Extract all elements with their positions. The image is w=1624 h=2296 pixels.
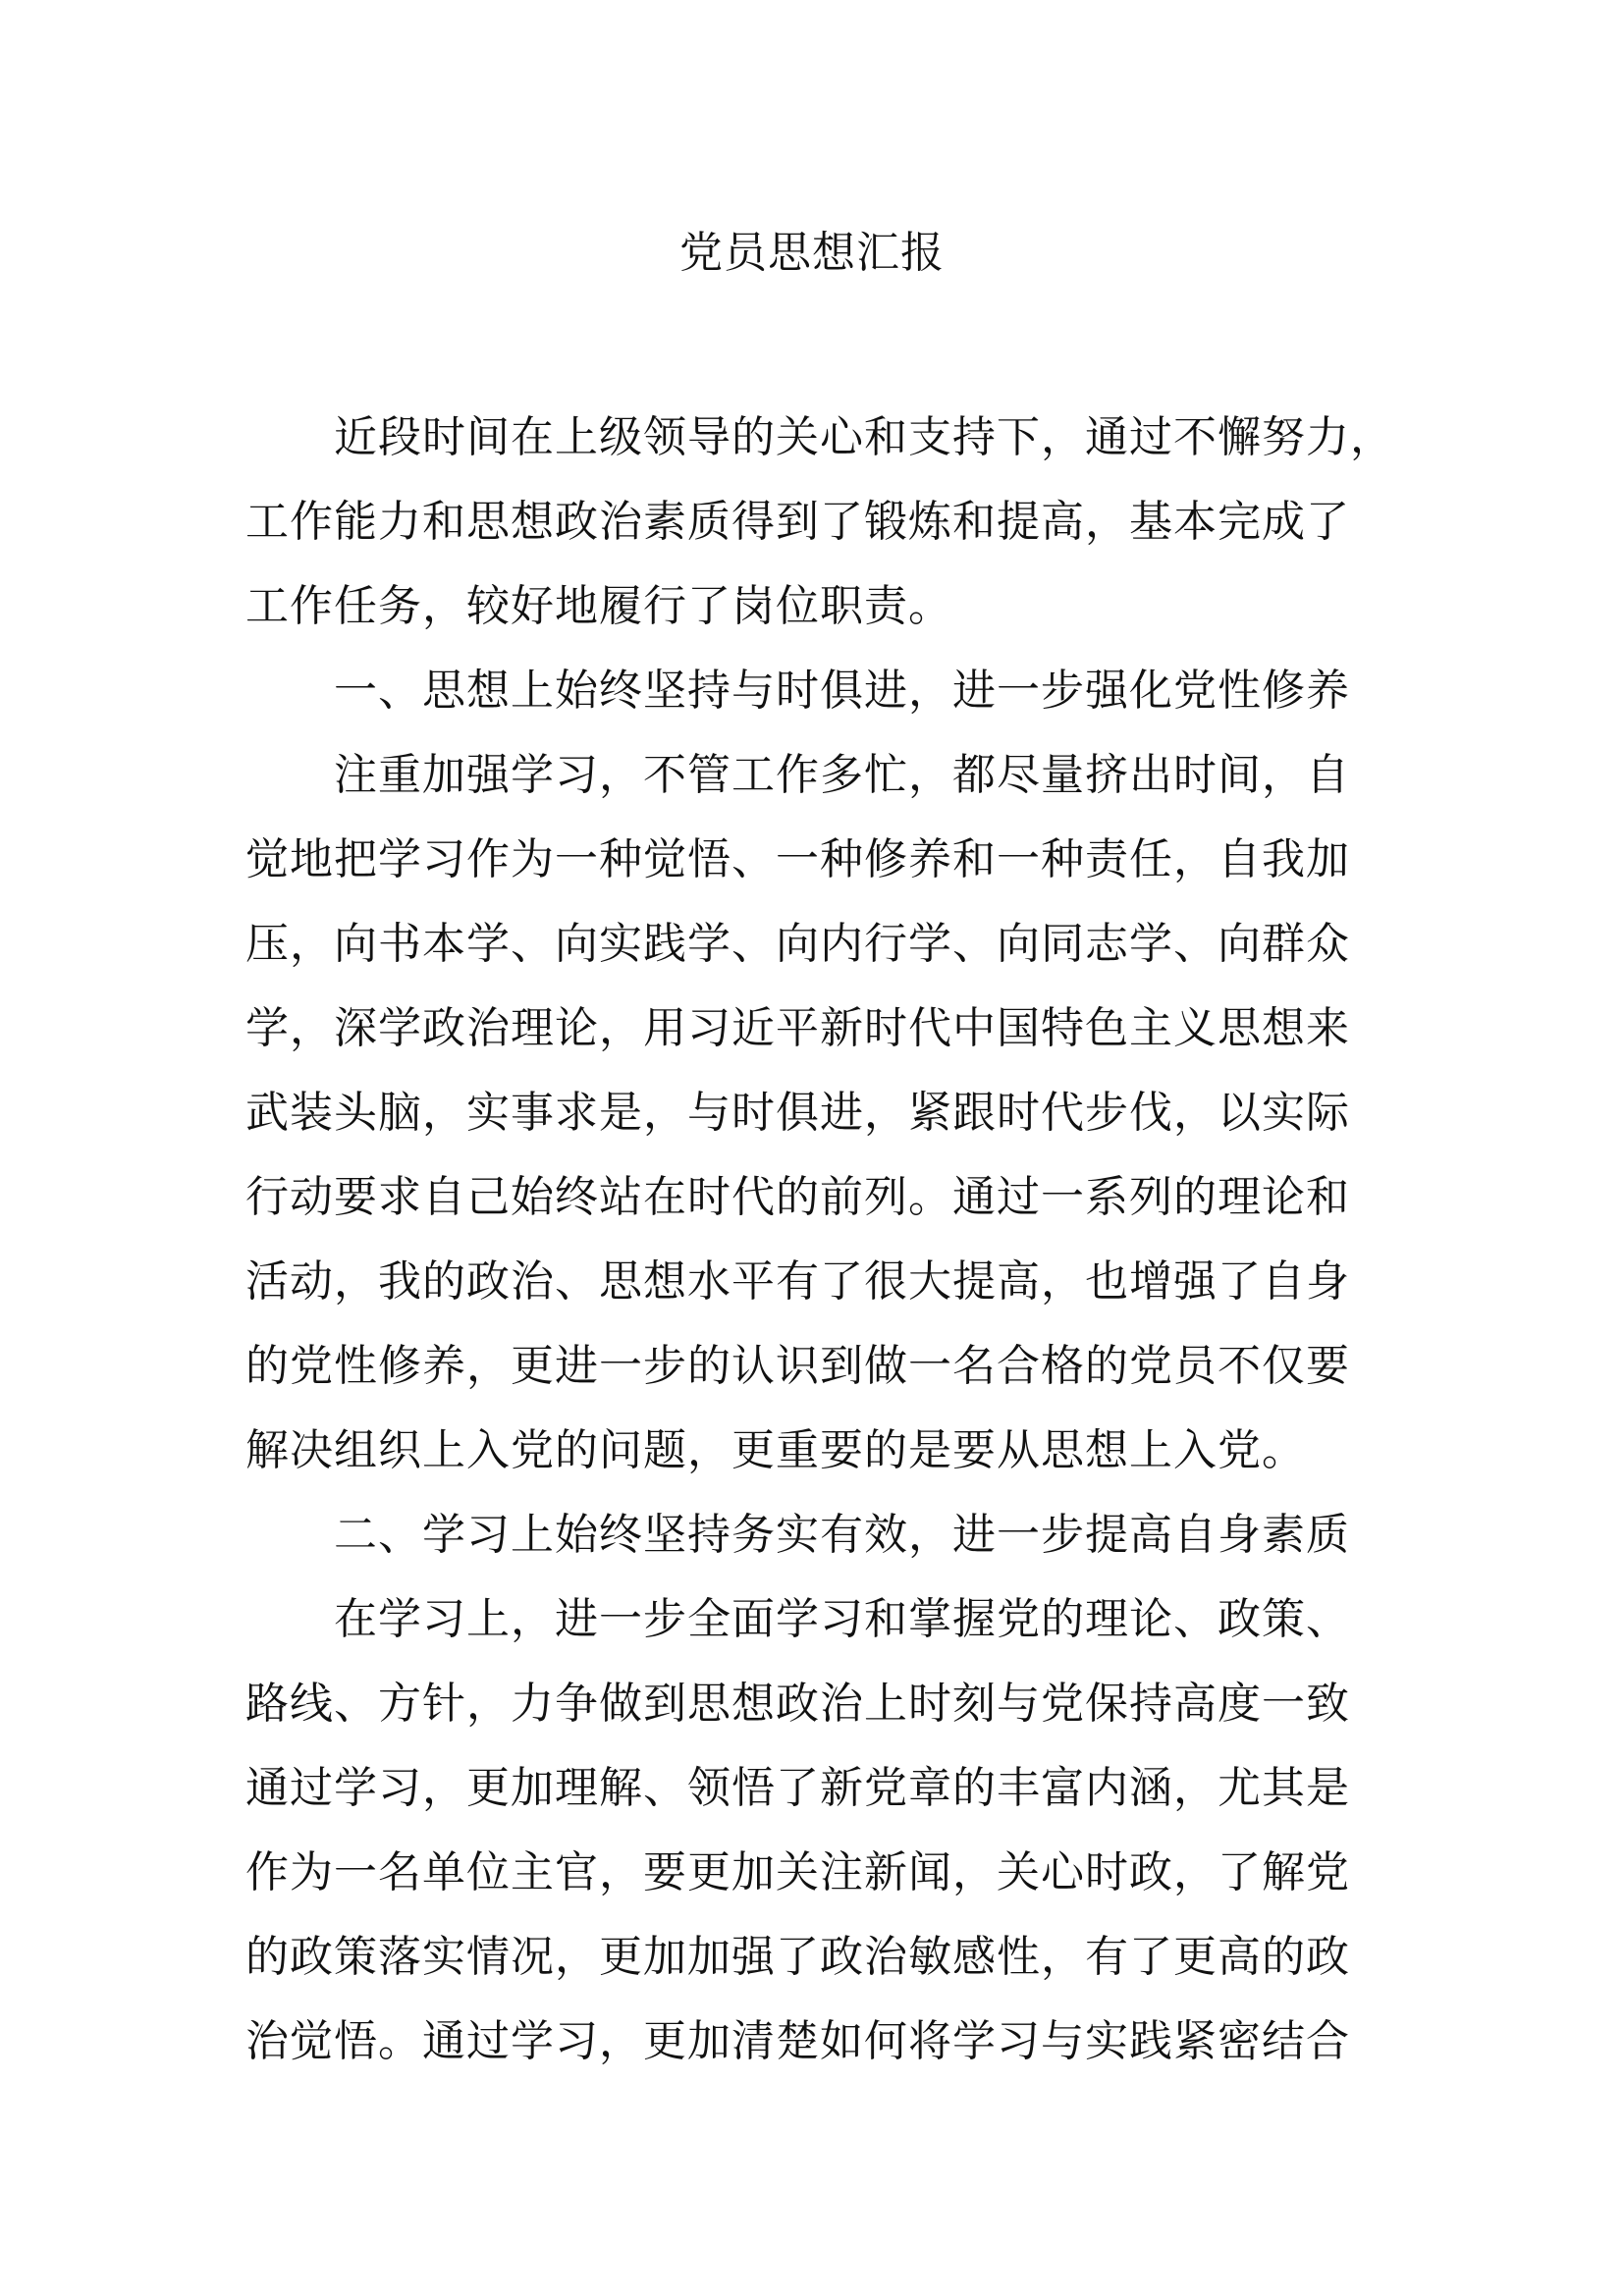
body-line: 近段时间在上级领导的关心和支持下，通过不懈努力， <box>334 412 1394 462</box>
section-heading: 二、学习上始终坚持务实有效，进一步提高自身素质 <box>334 1510 1350 1560</box>
body-line: 路线、方针，力争做到思想政治上时刻与党保持高度一致 <box>245 1679 1350 1729</box>
body-line: 作为一名单位主官，要更加关注新闻，关心时政，了解党 <box>245 1847 1350 1897</box>
body-line: 注重加强学习，不管工作多忙，都尽量挤出时间，自 <box>334 750 1350 800</box>
body-line: 活动，我的政治、思想水平有了很大提高，也增强了自身 <box>245 1256 1350 1307</box>
body-line: 行动要求自己始终站在时代的前列。通过一系列的理论和 <box>245 1172 1350 1222</box>
body-line: 觉地把学习作为一种觉悟、一种修养和一种责任，自我加 <box>245 834 1350 884</box>
body-line: 的党性修养，更进一步的认识到做一名合格的党员不仅要 <box>245 1341 1350 1391</box>
section-heading: 一、思想上始终坚持与时俱进，进一步强化党性修养 <box>334 666 1350 716</box>
body-line: 的政策落实情况，更加加强了政治敏感性，有了更高的政 <box>245 1932 1350 1982</box>
document-title: 党员思想汇报 <box>679 228 945 278</box>
body-line: 工作任务，较好地履行了岗位职责。 <box>245 581 952 631</box>
body-line: 解决组织上入党的问题，更重要的是要从思想上入党。 <box>245 1425 1306 1475</box>
body-line: 工作能力和思想政治素质得到了锻炼和提高，基本完成了 <box>245 497 1350 547</box>
body-line: 压，向书本学、向实践学、向内行学、向同志学、向群众 <box>245 919 1350 969</box>
body-line: 武装头脑，实事求是，与时俱进，紧跟时代步伐，以实际 <box>245 1088 1350 1138</box>
body-line: 治觉悟。通过学习，更加清楚如何将学习与实践紧密结合 <box>245 2016 1350 2066</box>
body-line: 在学习上，进一步全面学习和掌握党的理论、政策、 <box>334 1594 1350 1644</box>
body-line: 学，深学政治理论，用习近平新时代中国特色主义思想来 <box>245 1003 1350 1053</box>
body-line: 通过学习，更加理解、领悟了新党章的丰富内涵，尤其是 <box>245 1763 1350 1813</box>
